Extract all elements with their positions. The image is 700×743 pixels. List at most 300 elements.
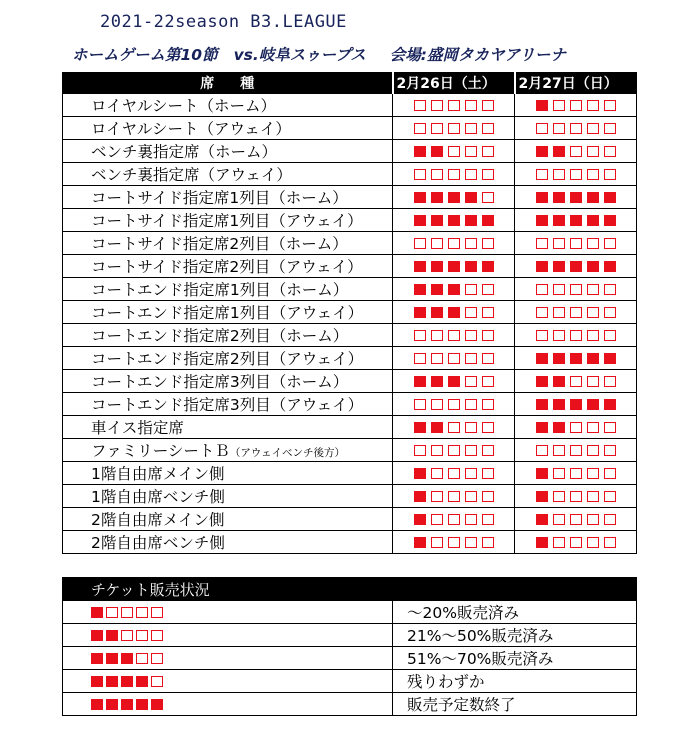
empty-square-icon	[604, 100, 616, 111]
page-title: 2021-22season B3.LEAGUE	[100, 12, 347, 32]
day1-status-marks	[411, 96, 496, 114]
empty-square-icon	[482, 284, 494, 295]
filled-square-icon	[570, 399, 582, 410]
table-row	[63, 117, 637, 140]
table-row	[63, 232, 637, 255]
seat-rows	[63, 94, 637, 554]
empty-square-icon	[482, 468, 494, 479]
empty-square-icon	[570, 146, 582, 157]
day2-status-marks	[533, 211, 618, 229]
seat-name-text: コートエンド指定席2列目（ホーム）	[91, 327, 349, 345]
table-row	[63, 439, 637, 462]
seat-name-text: ファミリーシートＢ	[91, 442, 230, 460]
empty-square-icon	[587, 514, 599, 525]
empty-square-icon	[570, 422, 582, 433]
empty-square-icon	[121, 607, 133, 618]
empty-square-icon	[587, 445, 599, 456]
seat-name	[63, 370, 393, 393]
empty-square-icon	[136, 653, 148, 664]
legend-label: ～20%販売済み	[393, 601, 637, 624]
filled-square-icon	[536, 192, 548, 203]
day2-status	[515, 186, 637, 209]
filled-square-icon	[536, 399, 548, 410]
empty-square-icon	[465, 146, 477, 157]
empty-square-icon	[482, 123, 494, 134]
filled-square-icon	[604, 353, 616, 364]
filled-square-icon	[482, 215, 494, 226]
empty-square-icon	[604, 491, 616, 502]
empty-square-icon	[448, 100, 460, 111]
empty-square-icon	[604, 123, 616, 134]
day1-status	[393, 163, 515, 186]
filled-square-icon	[136, 699, 148, 710]
filled-square-icon	[106, 653, 118, 664]
empty-square-icon	[465, 330, 477, 341]
legend-status-marks	[89, 672, 164, 690]
filled-square-icon	[414, 514, 426, 525]
day2-status-marks	[533, 533, 618, 551]
filled-square-icon	[91, 699, 103, 710]
empty-square-icon	[604, 376, 616, 387]
filled-square-icon	[431, 284, 443, 295]
empty-square-icon	[465, 399, 477, 410]
seat-name-text: コートエンド指定席3列目（アウェイ）	[91, 396, 364, 414]
day2-status	[515, 301, 637, 324]
seat-name	[63, 140, 393, 163]
seat-type-header: 席種	[63, 73, 393, 94]
empty-square-icon	[604, 468, 616, 479]
legend-rows	[63, 601, 637, 716]
seat-name	[63, 416, 393, 439]
filled-square-icon	[587, 261, 599, 272]
empty-square-icon	[570, 445, 582, 456]
filled-square-icon	[604, 261, 616, 272]
filled-square-icon	[91, 607, 103, 618]
filled-square-icon	[91, 676, 103, 687]
empty-square-icon	[448, 169, 460, 180]
empty-square-icon	[431, 123, 443, 134]
filled-square-icon	[465, 192, 477, 203]
empty-square-icon	[587, 422, 599, 433]
seat-name-text: コートサイド指定席1列目（アウェイ）	[91, 212, 363, 230]
day1-status-marks	[411, 510, 496, 528]
day1-status	[393, 462, 515, 485]
day1-status	[393, 324, 515, 347]
filled-square-icon	[553, 353, 565, 364]
empty-square-icon	[570, 514, 582, 525]
legend-label: 販売予定数終了	[393, 693, 637, 716]
empty-square-icon	[570, 123, 582, 134]
empty-square-icon	[448, 445, 460, 456]
day1-status	[393, 255, 515, 278]
empty-square-icon	[414, 330, 426, 341]
table-row	[63, 278, 637, 301]
table-row	[63, 531, 637, 554]
empty-square-icon	[570, 169, 582, 180]
empty-square-icon	[482, 376, 494, 387]
empty-square-icon	[553, 491, 565, 502]
day1-status	[393, 508, 515, 531]
empty-square-icon	[431, 353, 443, 364]
day2-status	[515, 94, 637, 117]
empty-square-icon	[553, 445, 565, 456]
day1-status	[393, 531, 515, 554]
filled-square-icon	[604, 399, 616, 410]
seat-name-text: コートエンド指定席3列目（ホーム）	[91, 373, 349, 391]
filled-square-icon	[553, 399, 565, 410]
day2-status	[515, 462, 637, 485]
empty-square-icon	[465, 307, 477, 318]
empty-square-icon	[604, 330, 616, 341]
legend-label: 21%～50%販売済み	[393, 624, 637, 647]
day2-status-marks	[533, 326, 618, 344]
filled-square-icon	[448, 215, 460, 226]
filled-square-icon	[91, 630, 103, 641]
seat-name-text: コートサイド指定席1列目（ホーム）	[91, 189, 348, 207]
empty-square-icon	[587, 169, 599, 180]
day1-status	[393, 347, 515, 370]
filled-square-icon	[448, 284, 460, 295]
empty-square-icon	[414, 445, 426, 456]
day1-status	[393, 232, 515, 255]
filled-square-icon	[536, 215, 548, 226]
day2-status-marks	[533, 464, 618, 482]
empty-square-icon	[448, 146, 460, 157]
legend-status-marks	[89, 603, 164, 621]
legend-header-row	[63, 578, 637, 601]
table-header-row	[63, 73, 637, 94]
empty-square-icon	[482, 146, 494, 157]
filled-square-icon	[431, 307, 443, 318]
day2-status	[515, 255, 637, 278]
empty-square-icon	[482, 330, 494, 341]
empty-square-icon	[482, 353, 494, 364]
empty-square-icon	[553, 468, 565, 479]
legend-status-marks	[89, 695, 164, 713]
empty-square-icon	[587, 330, 599, 341]
filled-square-icon	[414, 307, 426, 318]
empty-square-icon	[414, 100, 426, 111]
day2-status-marks	[533, 418, 618, 436]
empty-square-icon	[587, 100, 599, 111]
empty-square-icon	[536, 123, 548, 134]
filled-square-icon	[570, 192, 582, 203]
filled-square-icon	[553, 215, 565, 226]
empty-square-icon	[448, 123, 460, 134]
empty-square-icon	[414, 399, 426, 410]
day2-status	[515, 117, 637, 140]
empty-square-icon	[553, 123, 565, 134]
day2-status-marks	[533, 119, 618, 137]
filled-square-icon	[448, 376, 460, 387]
day1-status-marks	[411, 487, 496, 505]
seat-name-text: コートエンド指定席1列目（アウェイ）	[91, 304, 364, 322]
day1-status-marks	[411, 142, 496, 160]
table-row	[63, 94, 637, 117]
filled-square-icon	[604, 215, 616, 226]
filled-square-icon	[121, 676, 133, 687]
legend-marks	[63, 601, 393, 624]
empty-square-icon	[431, 330, 443, 341]
seat-name-text: 1階自由席メイン側	[91, 465, 225, 483]
empty-square-icon	[465, 284, 477, 295]
filled-square-icon	[448, 192, 460, 203]
seat-name	[63, 485, 393, 508]
filled-square-icon	[431, 146, 443, 157]
empty-square-icon	[482, 537, 494, 548]
day2-status-marks	[533, 303, 618, 321]
seat-name-text: 1階自由席ベンチ側	[91, 488, 225, 506]
empty-square-icon	[482, 169, 494, 180]
table-row	[63, 416, 637, 439]
day1-status	[393, 140, 515, 163]
empty-square-icon	[570, 330, 582, 341]
day2-status-marks	[533, 188, 618, 206]
empty-square-icon	[570, 491, 582, 502]
legend-row	[63, 693, 637, 716]
filled-square-icon	[414, 146, 426, 157]
day2-status-marks	[533, 510, 618, 528]
empty-square-icon	[482, 399, 494, 410]
seat-name	[63, 347, 393, 370]
day2-status-marks	[533, 349, 618, 367]
table-row	[63, 393, 637, 416]
legend-label: 残りわずか	[393, 670, 637, 693]
empty-square-icon	[414, 353, 426, 364]
empty-square-icon	[553, 284, 565, 295]
day1-status	[393, 186, 515, 209]
empty-square-icon	[604, 169, 616, 180]
empty-square-icon	[448, 399, 460, 410]
empty-square-icon	[414, 169, 426, 180]
filled-square-icon	[536, 514, 548, 525]
table-row	[63, 508, 637, 531]
filled-square-icon	[106, 630, 118, 641]
filled-square-icon	[536, 491, 548, 502]
day1-status	[393, 393, 515, 416]
empty-square-icon	[448, 537, 460, 548]
table-row	[63, 324, 637, 347]
table-row	[63, 370, 637, 393]
day2-status-marks	[533, 280, 618, 298]
empty-square-icon	[151, 630, 163, 641]
seat-name-text: コートエンド指定席2列目（アウェイ）	[91, 350, 364, 368]
empty-square-icon	[431, 399, 443, 410]
day2-status	[515, 140, 637, 163]
day1-status-marks	[411, 441, 496, 459]
empty-square-icon	[482, 238, 494, 249]
empty-square-icon	[465, 100, 477, 111]
filled-square-icon	[553, 192, 565, 203]
filled-square-icon	[570, 261, 582, 272]
day2-status-marks	[533, 234, 618, 252]
empty-square-icon	[414, 123, 426, 134]
filled-square-icon	[482, 261, 494, 272]
filled-square-icon	[553, 376, 565, 387]
empty-square-icon	[536, 445, 548, 456]
seat-name	[63, 186, 393, 209]
filled-square-icon	[121, 699, 133, 710]
filled-square-icon	[536, 422, 548, 433]
day2-status	[515, 485, 637, 508]
day2-status-marks	[533, 96, 618, 114]
seat-name	[63, 462, 393, 485]
day2-status	[515, 370, 637, 393]
table-row	[63, 140, 637, 163]
seat-name-text: コートサイド指定席2列目（アウェイ）	[91, 258, 363, 276]
empty-square-icon	[536, 330, 548, 341]
table-row	[63, 462, 637, 485]
seat-name-note: （アウェイベンチ後方）	[229, 447, 345, 459]
filled-square-icon	[448, 261, 460, 272]
empty-square-icon	[536, 169, 548, 180]
empty-square-icon	[587, 238, 599, 249]
day2-status	[515, 209, 637, 232]
filled-square-icon	[431, 192, 443, 203]
day2-status	[515, 393, 637, 416]
legend-marks	[63, 647, 393, 670]
empty-square-icon	[465, 468, 477, 479]
date2-header: 2月27日（日）	[515, 73, 637, 94]
filled-square-icon	[570, 353, 582, 364]
empty-square-icon	[587, 307, 599, 318]
empty-square-icon	[482, 514, 494, 525]
legend-title: チケット販売状況	[63, 578, 637, 601]
filled-square-icon	[431, 422, 443, 433]
empty-square-icon	[604, 284, 616, 295]
seat-name-text: ベンチ裏指定席（ホーム）	[91, 143, 278, 161]
day1-status-marks	[411, 395, 496, 413]
empty-square-icon	[448, 491, 460, 502]
day1-status-marks	[411, 119, 496, 137]
filled-square-icon	[553, 146, 565, 157]
day1-status	[393, 209, 515, 232]
day2-status	[515, 278, 637, 301]
table-row	[63, 163, 637, 186]
table-row	[63, 255, 637, 278]
filled-square-icon	[431, 376, 443, 387]
legend-row	[63, 647, 637, 670]
empty-square-icon	[553, 514, 565, 525]
table-row	[63, 301, 637, 324]
filled-square-icon	[536, 100, 548, 111]
filled-square-icon	[136, 676, 148, 687]
empty-square-icon	[448, 330, 460, 341]
empty-square-icon	[587, 491, 599, 502]
day1-status	[393, 416, 515, 439]
filled-square-icon	[553, 261, 565, 272]
filled-square-icon	[414, 284, 426, 295]
seat-name	[63, 278, 393, 301]
filled-square-icon	[587, 353, 599, 364]
empty-square-icon	[151, 653, 163, 664]
filled-square-icon	[536, 468, 548, 479]
empty-square-icon	[570, 468, 582, 479]
day1-status-marks	[411, 188, 496, 206]
day1-status-marks	[411, 257, 496, 275]
empty-square-icon	[106, 607, 118, 618]
empty-square-icon	[431, 537, 443, 548]
day1-status-marks	[411, 303, 496, 321]
filled-square-icon	[536, 261, 548, 272]
seat-name-text: ロイヤルシート（ホーム）	[91, 97, 276, 115]
empty-square-icon	[448, 468, 460, 479]
day1-status	[393, 117, 515, 140]
game-subtitle	[72, 43, 682, 65]
filled-square-icon	[587, 399, 599, 410]
empty-square-icon	[553, 238, 565, 249]
seat-name-text: 2階自由席ベンチ側	[91, 534, 225, 552]
empty-square-icon	[482, 422, 494, 433]
empty-square-icon	[587, 468, 599, 479]
empty-square-icon	[482, 445, 494, 456]
day2-status-marks	[533, 165, 618, 183]
filled-square-icon	[536, 376, 548, 387]
legend-row	[63, 624, 637, 647]
empty-square-icon	[465, 123, 477, 134]
filled-square-icon	[414, 468, 426, 479]
filled-square-icon	[431, 261, 443, 272]
empty-square-icon	[587, 376, 599, 387]
legend-table	[62, 577, 637, 716]
day1-status	[393, 301, 515, 324]
empty-square-icon	[448, 422, 460, 433]
filled-square-icon	[448, 307, 460, 318]
empty-square-icon	[604, 537, 616, 548]
empty-square-icon	[604, 146, 616, 157]
filled-square-icon	[91, 653, 103, 664]
empty-square-icon	[482, 307, 494, 318]
seat-availability-table	[62, 72, 637, 554]
seat-name-text: ロイヤルシート（アウェイ）	[91, 120, 291, 138]
seat-name	[63, 255, 393, 278]
empty-square-icon	[431, 491, 443, 502]
day1-status	[393, 439, 515, 462]
legend-status-marks	[89, 649, 164, 667]
seat-name	[63, 232, 393, 255]
filled-square-icon	[536, 146, 548, 157]
table-row	[63, 347, 637, 370]
empty-square-icon	[570, 284, 582, 295]
seat-name	[63, 393, 393, 416]
table-row	[63, 485, 637, 508]
filled-square-icon	[587, 215, 599, 226]
empty-square-icon	[536, 307, 548, 318]
empty-square-icon	[465, 376, 477, 387]
empty-square-icon	[587, 537, 599, 548]
day2-status	[515, 324, 637, 347]
day1-status-marks	[411, 234, 496, 252]
day1-status-marks	[411, 280, 496, 298]
venue-name: 会場:盛岡タカヤアリーナ	[389, 46, 566, 64]
filled-square-icon	[106, 676, 118, 687]
seat-name-text: コートエンド指定席1列目（ホーム）	[91, 281, 349, 299]
table-row	[63, 209, 637, 232]
legend-marks	[63, 693, 393, 716]
day2-status	[515, 347, 637, 370]
empty-square-icon	[604, 307, 616, 318]
legend-row	[63, 670, 637, 693]
empty-square-icon	[570, 100, 582, 111]
empty-square-icon	[482, 100, 494, 111]
empty-square-icon	[431, 238, 443, 249]
day1-status-marks	[411, 165, 496, 183]
empty-square-icon	[604, 422, 616, 433]
empty-square-icon	[570, 307, 582, 318]
empty-square-icon	[431, 100, 443, 111]
empty-square-icon	[570, 238, 582, 249]
filled-square-icon	[414, 376, 426, 387]
